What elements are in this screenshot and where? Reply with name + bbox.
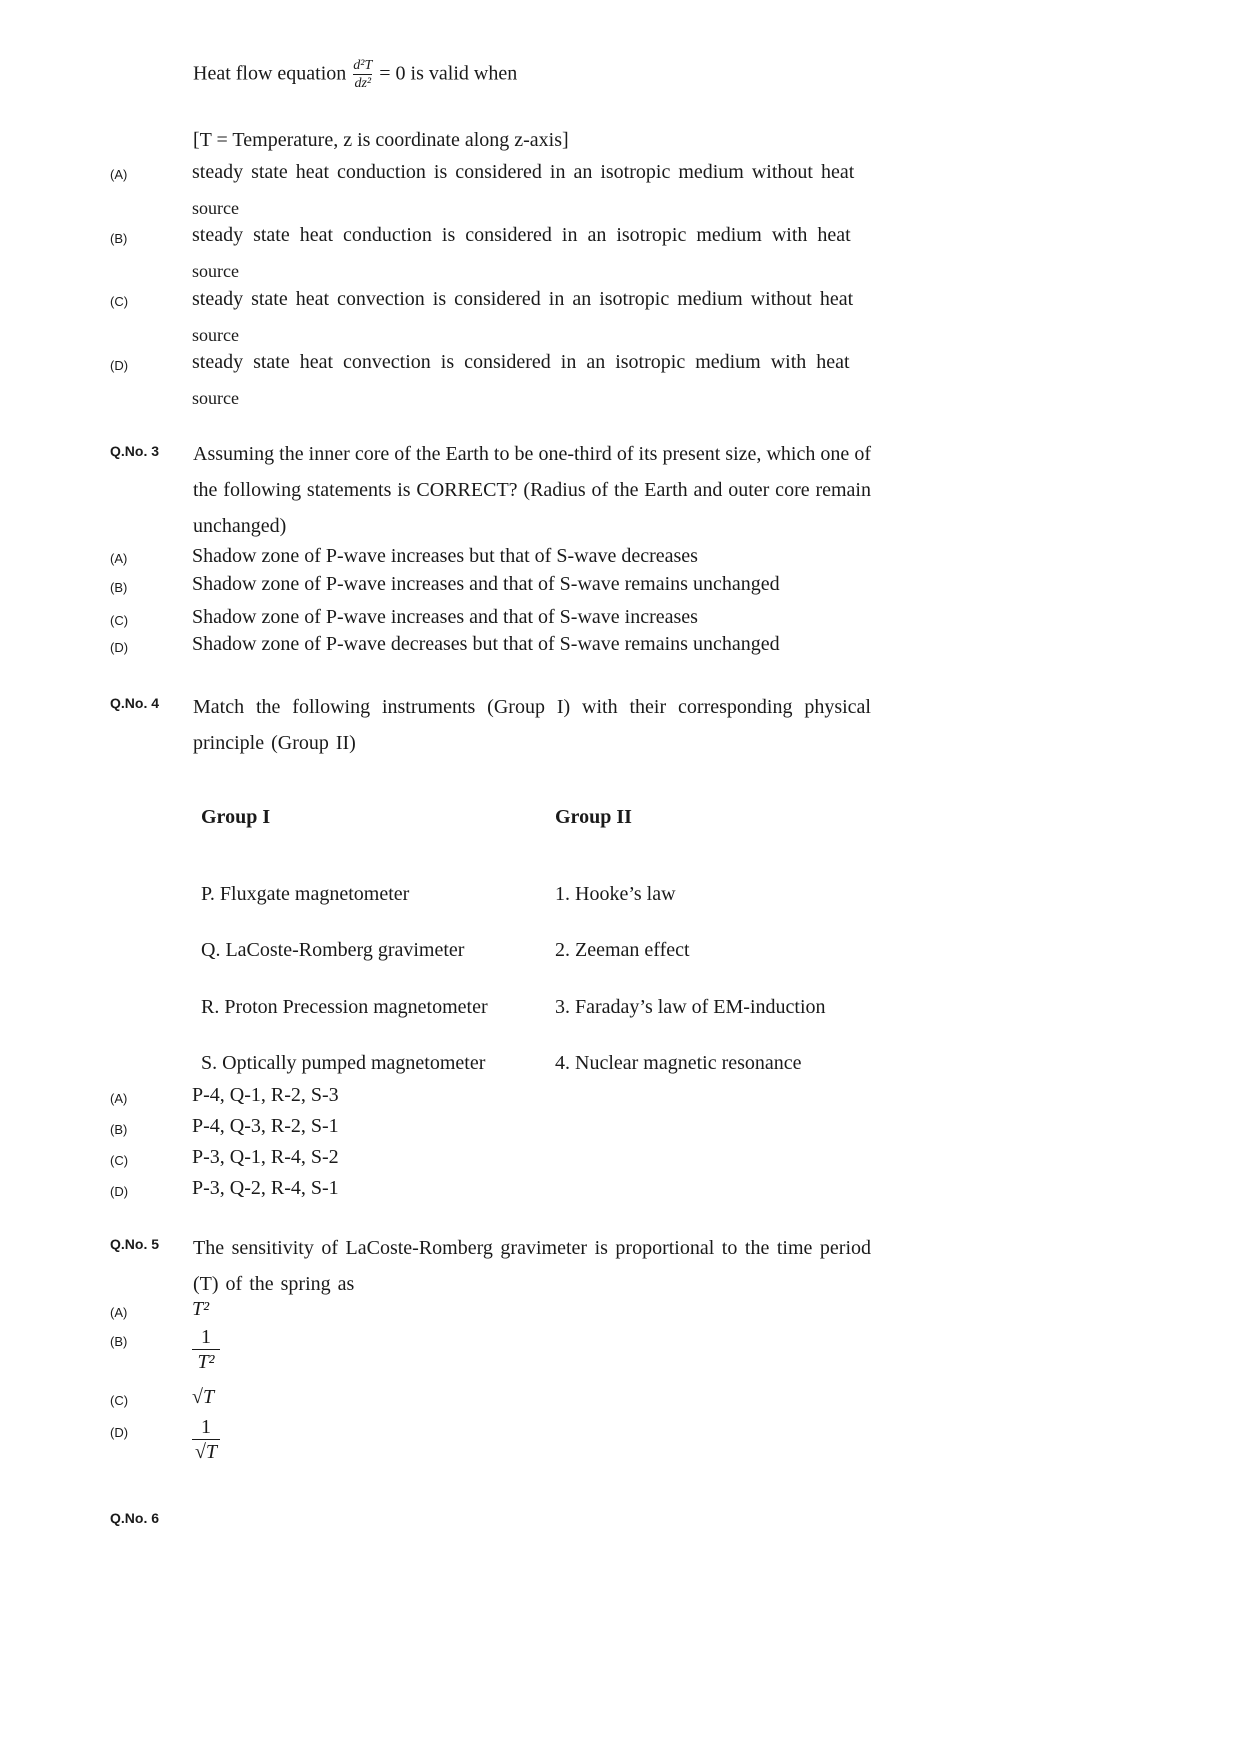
- q2-option-a-line2: source: [192, 198, 239, 218]
- q4-option-d-text: P-3, Q-2, R-4, S-1: [192, 1177, 339, 1199]
- q4-group1-item-q: Q. LaCoste-Romberg gravimeter: [201, 939, 465, 961]
- q3-option-d-text: Shadow zone of P-wave decreases but that of S-wave remains unchanged: [192, 633, 780, 655]
- q5-option-d-label: (D): [110, 1425, 129, 1440]
- q4-group2-item-3: 3. Faraday’s law of EM-induction: [555, 996, 826, 1018]
- q5-option-d-frac: [192, 1416, 220, 1463]
- q5-option-b-num: 1: [201, 1326, 211, 1348]
- q4-option-a-text: P-4, Q-1, R-2, S-3: [192, 1084, 339, 1106]
- q2-option-a-label: (A): [110, 167, 128, 182]
- q5-option-b-den: T²: [197, 1351, 215, 1373]
- q5-stem: The sensitivity of LaCoste-Romberg gravimeter is proportional to the time period (T) of the spring as: [193, 1237, 871, 1295]
- q4-option-b-text: P-4, Q-3, R-2, S-1: [192, 1115, 339, 1137]
- q2-stem: [193, 58, 517, 92]
- q3-option-b-text: Shadow zone of P-wave increases and that of S-wave remains unchanged: [192, 573, 780, 595]
- q2-option-b-label: (B): [110, 231, 128, 246]
- q4-group2-header: Group II: [555, 806, 632, 828]
- q6-label: Q.No. 6: [110, 1510, 160, 1526]
- q2-option-c-line2: source: [192, 325, 239, 345]
- q2-eq-numerator: d²T: [353, 58, 373, 73]
- q4-group2-item-1: 1. Hooke’s law: [555, 883, 676, 905]
- q5-option-b-fraction: [192, 1326, 220, 1373]
- q2-option-d-line2: source: [192, 388, 239, 408]
- q3-option-d-label: (D): [110, 640, 129, 655]
- q2-stem-suffix: = 0 is valid when: [379, 62, 518, 85]
- q2-note: [T = Temperature, z is coordinate along z-axis]: [193, 129, 569, 151]
- q2-option-a-line1: steady state heat conduction is considered in an isotropic medium without heat: [192, 161, 855, 183]
- q3-option-b-label: (B): [110, 580, 128, 595]
- q5-option-c-text: √T: [192, 1386, 215, 1408]
- q3-option-c-label: (C): [110, 613, 129, 628]
- q5-label: Q.No. 5: [110, 1236, 160, 1252]
- q2-option-d-line1: steady state heat convection is considered in an isotropic medium with heat: [192, 351, 850, 373]
- q4-group1-item-s: S. Optically pumped magnetometer: [201, 1052, 486, 1074]
- q3-label: Q.No. 3: [110, 443, 160, 459]
- q5-option-b-frac: [192, 1326, 220, 1373]
- q4-stem: Match the following instruments (Group I) with their corresponding physical principle (Group II): [193, 696, 871, 754]
- q2-option-d-label: (D): [110, 358, 129, 373]
- q4-option-c-label: (C): [110, 1153, 129, 1168]
- q4-option-d-label: (D): [110, 1184, 129, 1199]
- q2-stem-prefix: Heat flow equation: [193, 62, 347, 85]
- q5-option-d-fraction: [192, 1416, 220, 1463]
- q3-stem: Assuming the inner core of the Earth to be one-third of its present size, which one of the following statements is CORRECT? (Radius of the Earth and outer core remain unchanged): [193, 443, 871, 537]
- q2-option-b-line2: source: [192, 261, 239, 281]
- q5-option-d-num: 1: [201, 1416, 211, 1438]
- q5-option-a-text: T²: [192, 1298, 210, 1320]
- q4-option-a-label: (A): [110, 1091, 128, 1106]
- q4-group1-header: Group I: [201, 806, 271, 828]
- q4-group1-item-r: R. Proton Precession magnetometer: [201, 996, 488, 1018]
- q3-option-a-label: (A): [110, 551, 128, 566]
- q2-option-c-line1: steady state heat convection is considered in an isotropic medium without heat: [192, 288, 854, 310]
- q3-option-a-text: Shadow zone of P-wave increases but that of S-wave decreases: [192, 545, 698, 567]
- q3-option-c-text: Shadow zone of P-wave increases and that of S-wave increases: [192, 606, 698, 628]
- q5-option-a-label: (A): [110, 1305, 128, 1320]
- q4-option-b-label: (B): [110, 1122, 128, 1137]
- q4-label: Q.No. 4: [110, 695, 160, 711]
- q5-option-d-den: √T: [194, 1441, 218, 1463]
- q5-option-c-label: (C): [110, 1393, 129, 1408]
- q5-option-b-label: (B): [110, 1334, 128, 1349]
- q2-equation-fraction: [353, 58, 372, 92]
- q4-group2-item-4: 4. Nuclear magnetic resonance: [555, 1052, 802, 1074]
- q4-option-c-text: P-3, Q-1, R-4, S-2: [192, 1146, 339, 1168]
- q4-group1-item-p: P. Fluxgate magnetometer: [201, 883, 410, 905]
- q4-group2-item-2: 2. Zeeman effect: [555, 939, 690, 961]
- q2-eq-denominator: dz²: [354, 76, 372, 92]
- q2-option-b-line1: steady state heat conduction is considered in an isotropic medium with heat: [192, 224, 851, 246]
- q2-option-c-label: (C): [110, 294, 129, 309]
